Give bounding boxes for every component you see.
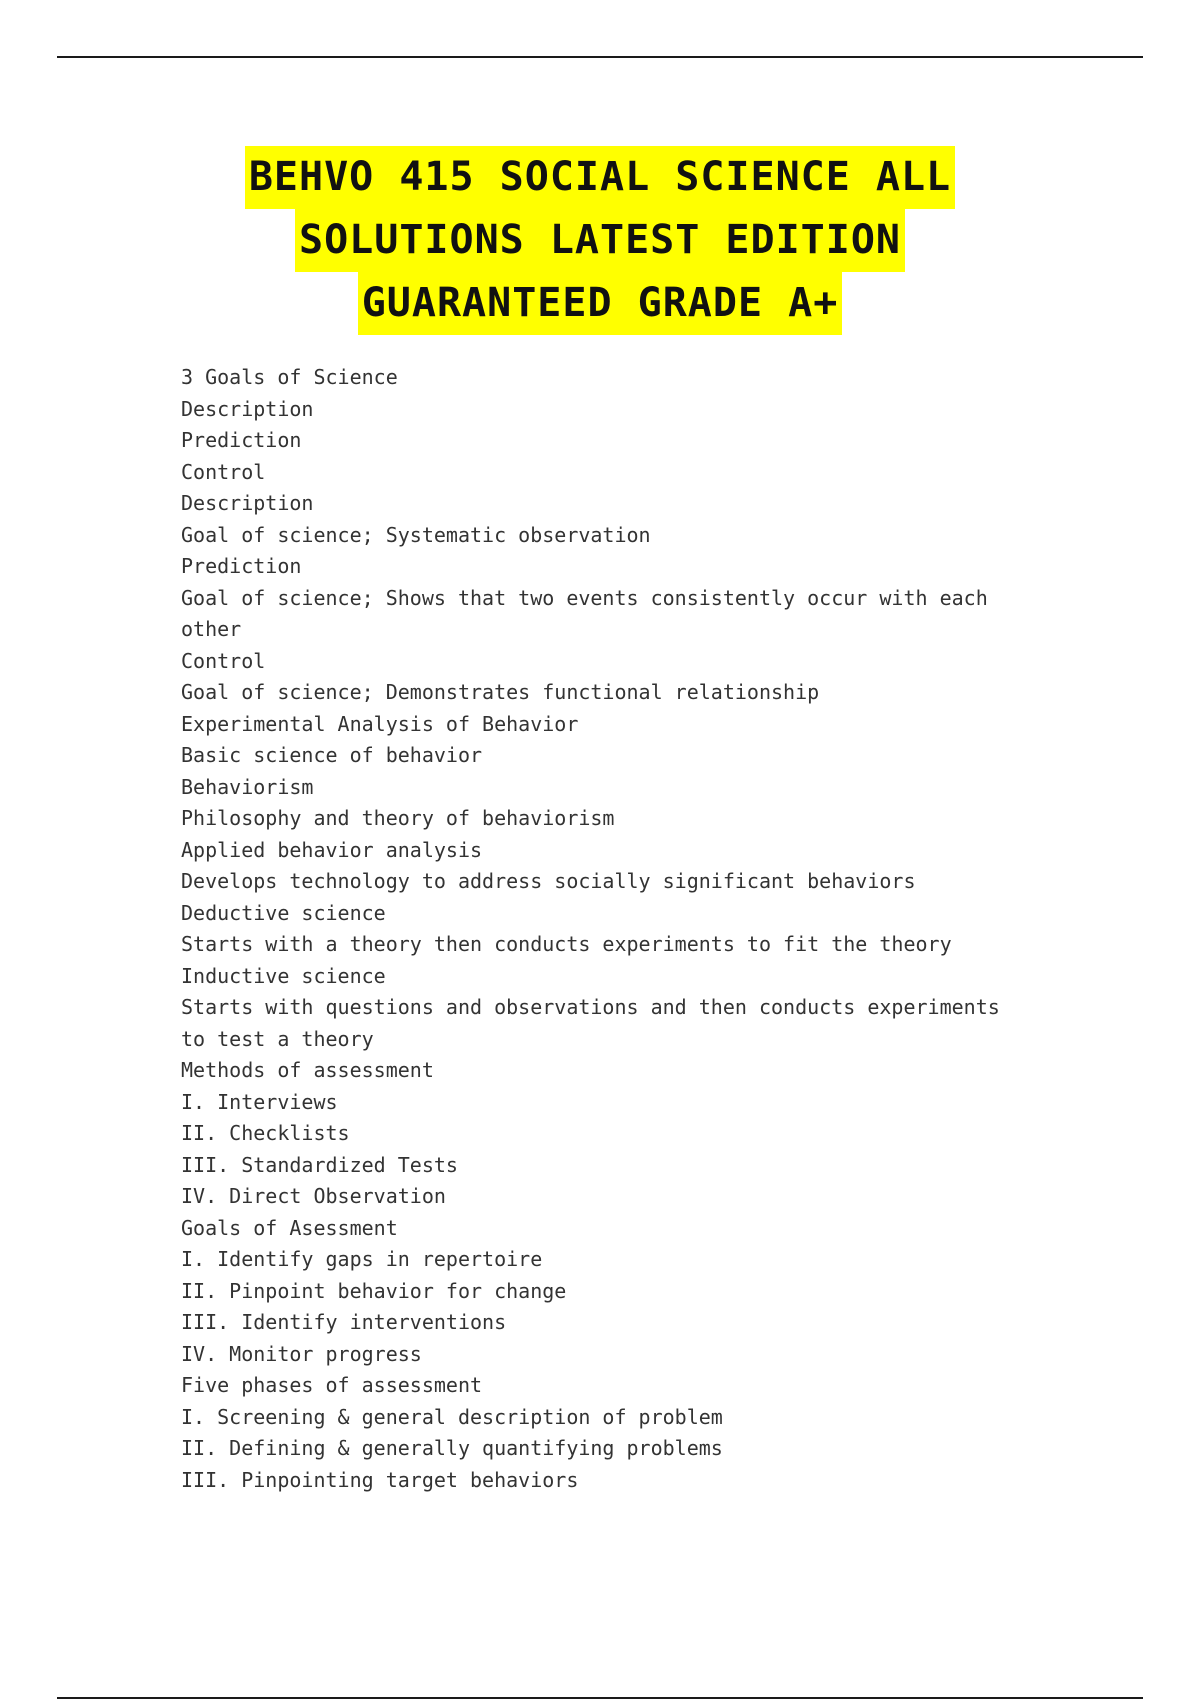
body-line: III. Standardized Tests: [181, 1152, 458, 1177]
body-line: Control: [181, 648, 266, 673]
body-line: I. Interviews: [181, 1089, 338, 1114]
body-line: Philosophy and theory of behaviorism: [181, 806, 615, 830]
body-line: II. Defining & generally quantifying problems: [181, 1436, 723, 1460]
document-body: [181, 362, 1081, 1496]
body-line: III. Identify interventions: [181, 1310, 507, 1334]
body-line: Description: [181, 396, 314, 421]
body-line: Experimental Analysis of Behavior: [181, 711, 579, 736]
body-line: II. Checklists: [181, 1121, 350, 1145]
top-rule: [57, 56, 1143, 58]
body-line: Basic science of behavior: [181, 743, 483, 767]
body-line: Develops technology to address socially significant behaviors: [181, 869, 916, 893]
body-line: II. Pinpoint behavior for change: [181, 1278, 567, 1303]
body-line: IV. Direct Observation: [181, 1184, 446, 1208]
body-line: I. Screening & general description of problem: [181, 1404, 723, 1429]
body-line: Five phases of assessment: [181, 1373, 483, 1397]
body-line: III. Pinpointing target behaviors: [181, 1467, 579, 1492]
title-line: [0, 146, 1200, 209]
title-line-text: GUARANTEED GRADE A+: [358, 272, 843, 335]
body-line: Methods of assessment: [181, 1058, 434, 1082]
body-line: 3 Goals of Science: [181, 365, 398, 389]
body-line: IV. Monitor progress: [181, 1341, 422, 1366]
title-line: [0, 209, 1200, 272]
body-line: Control: [181, 459, 266, 484]
body-line: Prediction: [181, 554, 302, 578]
bottom-rule: [57, 1697, 1143, 1699]
title-line-text: BEHVO 415 SOCIAL SCIENCE ALL: [245, 146, 955, 209]
body-line: Inductive science: [181, 963, 386, 988]
body-line: Goal of science; Shows that two events consistently occur with each: [181, 585, 988, 610]
body-line: to test a theory: [181, 1026, 374, 1051]
title-line-text: SOLUTIONS LATEST EDITION: [295, 209, 905, 272]
document-title: [0, 146, 1200, 335]
body-line: Prediction: [181, 428, 302, 452]
body-line: Goal of science; Demonstrates functional relationship: [181, 680, 820, 704]
body-line: Behaviorism: [181, 774, 314, 799]
body-line: Goals of Asessment: [181, 1215, 398, 1240]
body-line: other: [181, 617, 242, 641]
title-line: [0, 272, 1200, 335]
body-line: Deductive science: [181, 900, 386, 925]
body-line: Goal of science; Systematic observation: [181, 522, 651, 547]
body-line: I. Identify gaps in repertoire: [181, 1247, 543, 1271]
body-line: Description: [181, 491, 314, 515]
body-line: Starts with a theory then conducts experiments to fit the theory: [181, 932, 952, 956]
body-line: Starts with questions and observations and then conducts experiments: [181, 995, 1000, 1019]
body-line: Applied behavior analysis: [181, 837, 483, 862]
